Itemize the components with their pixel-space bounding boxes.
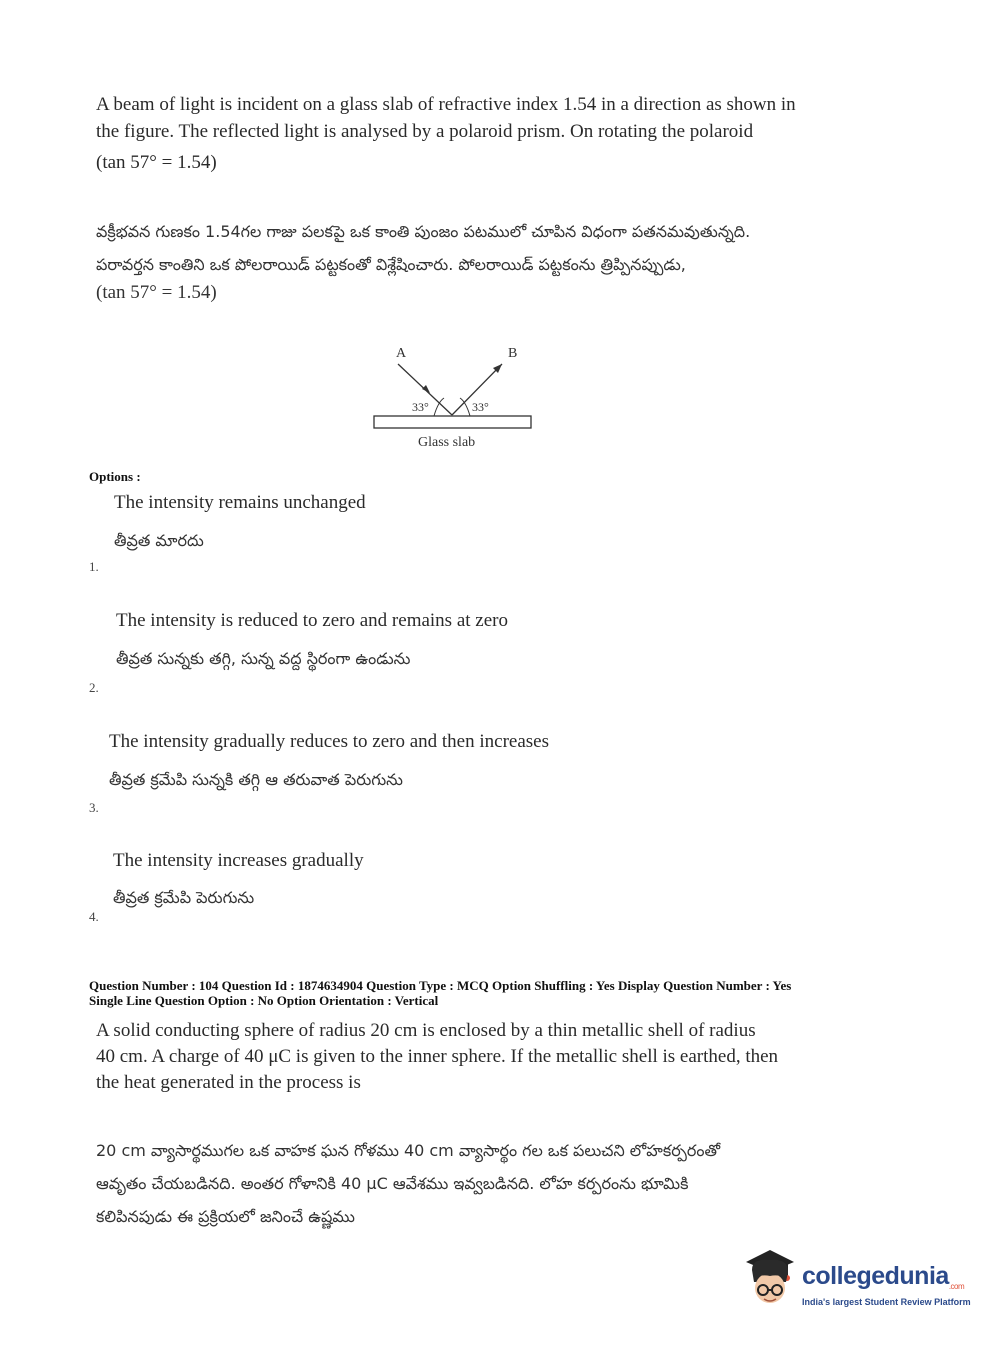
option-1-en: The intensity remains unchanged bbox=[114, 492, 366, 513]
figure-label-b: B bbox=[508, 346, 518, 361]
question-104-text-en bbox=[96, 1018, 896, 1096]
question-line: A beam of light is incident on a glass slab of refractive index 1.54 in a direction as shown in bbox=[96, 94, 796, 115]
question-line: A solid conducting sphere of radius 20 cm is enclosed by a thin metallic shell of radius bbox=[96, 1020, 756, 1041]
question-meta-line: Question Number : 104 Question Id : 1874634904 Question Type : MCQ Option Shuffling : Yes Display Question Number : Yes bbox=[89, 978, 792, 993]
collegedunia-logo bbox=[742, 1248, 982, 1318]
option-2-number: 2. bbox=[89, 680, 99, 695]
question-line: 40 cm. A charge of 40 μC is given to the inner sphere. If the metallic shell is earthed, then bbox=[96, 1046, 779, 1067]
question-meta-line: Single Line Question Option : No Option Orientation : Vertical bbox=[89, 993, 439, 1008]
incident-arrowhead bbox=[422, 385, 430, 393]
option-1-number: 1. bbox=[89, 559, 99, 574]
glass-slab-label: Glass slab bbox=[418, 435, 476, 450]
brand-name: collegedunia bbox=[802, 1262, 949, 1290]
question-line: (tan 57° = 1.54) bbox=[96, 152, 217, 173]
question-text-te bbox=[96, 215, 896, 305]
question-line: the figure. The reflected light is analysed by a polaroid prism. On rotating the polaroid bbox=[96, 121, 754, 142]
brand-tld: .com bbox=[948, 1282, 965, 1291]
question-meta bbox=[89, 978, 989, 1008]
question-line: కలిపినపుడు ఈ ప్రక్రియలో జనించే ఉష్ణము bbox=[96, 1207, 355, 1226]
question-line: (tan 57° = 1.54) bbox=[96, 282, 217, 303]
question-text-en bbox=[96, 91, 896, 176]
brand-tagline: India's largest Student Review Platform bbox=[802, 1297, 971, 1307]
question-line: the heat generated in the process is bbox=[96, 1072, 361, 1093]
option-3-te: తీవ్రత క్రమేపి సున్నకి తగ్గి ఆ తరువాత పెరుగును bbox=[109, 770, 403, 789]
question-line: పరావర్తన కాంతిని ఒక పోలరాయిడ్ పట్టకంతో విశ్లేషించారు. పోలరాయిడ్ పట్టకంను త్రిప్పినప్పుడు, bbox=[96, 255, 686, 274]
figure-label-a: A bbox=[396, 346, 407, 361]
mascot-icon bbox=[742, 1248, 798, 1310]
question-line: 20 cm వ్యాసార్థముగల ఒక వాహక ఘన గోళము 40 cm వ్యాసార్థం గల ఒక పలుచని లోహకర్పరంతో bbox=[96, 1141, 721, 1160]
question-line: వక్రీభవన గుణకం 1.54గల గాజు పలకపై ఒక కాంతి పుంజం పటములో చూపిన విధంగా పతనమవుతున్నది. bbox=[96, 222, 751, 241]
question-line: ఆవృతం చేయబడినది. అంతర గోళానికి 40 μC ఆవేశము ఇవ్వబడినది. లోహ కర్పరంను భూమికి bbox=[96, 1174, 689, 1193]
angle-left-label: 33° bbox=[412, 400, 429, 414]
angle-right-label: 33° bbox=[472, 400, 489, 414]
option-4-number: 4. bbox=[89, 909, 99, 924]
question-104-text-te bbox=[96, 1134, 896, 1233]
option-3-number: 3. bbox=[89, 800, 99, 815]
options-label: Options : bbox=[89, 469, 141, 484]
option-4-en: The intensity increases gradually bbox=[113, 850, 364, 871]
option-2-en: The intensity is reduced to zero and remains at zero bbox=[116, 610, 508, 631]
option-3-en: The intensity gradually reduces to zero and then increases bbox=[109, 731, 549, 752]
option-1-te: తీవ్రత మారదు bbox=[114, 531, 204, 550]
option-4-te: తీవ్రత క్రమేపి పెరుగును bbox=[113, 888, 255, 907]
glass-slab-figure bbox=[360, 340, 550, 455]
option-2-te: తీవ్రత సున్నకు తగ్గి, సున్న వద్ద స్థిరంగా ఉండును bbox=[116, 649, 411, 668]
glass-slab-shape bbox=[374, 416, 531, 428]
